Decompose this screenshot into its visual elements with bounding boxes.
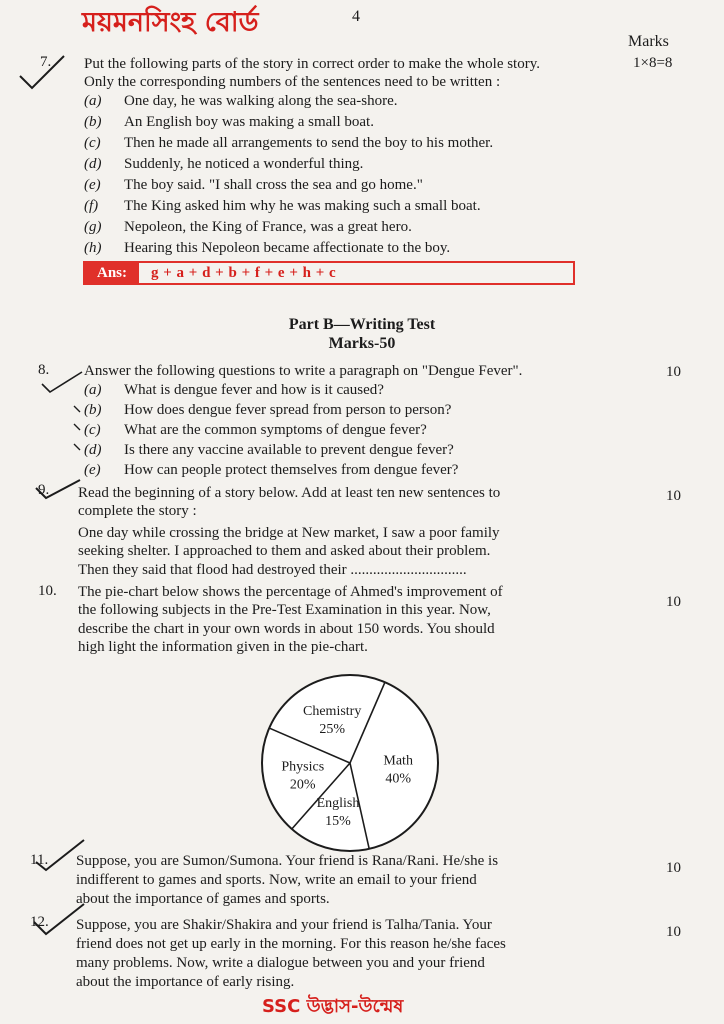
q7-item-b: (b) An English boy was making a small boat. [84,114,374,130]
part-b-marks: Marks-50 [328,335,396,352]
pie-value-physics: 20% [289,777,316,793]
q10-line3: describe the chart in your own words in about 150 words. You should [78,621,495,637]
q10-marks: 10 [666,594,681,610]
answer-value: g + a + d + b + f + e + h + c [151,265,337,281]
check-mark-icon [12,52,72,92]
q12-line3: many problems. Now, write a dialogue between you and your friend [76,955,485,971]
pie-label-math: Math [383,753,413,769]
q8-text: Answer the following questions to write a paragraph on "Dengue Fever". [84,363,523,379]
q10-number: 10. [38,583,57,599]
q8-item-e: (e) How can people protect themselves from dengue fever? [84,462,459,478]
q8-item-a: (a) What is dengue fever and how is it caused? [84,382,384,398]
marks-heading: Marks [628,33,669,50]
pie-label-chemistry: Chemistry [303,703,362,719]
q7-text-line1: Put the following parts of the story in correct order to make the whole story. [84,56,540,72]
check-mark-icon [44,398,84,468]
q12-marks: 10 [666,924,681,940]
part-b-title: Part B—Writing Test [288,316,436,333]
q9-story-line2: seeking shelter. I approached to them and asked about their problem. [78,543,491,559]
answer-box [83,261,575,285]
q10-line2: the following subjects in the Pre-Test Examination in this year. Now, [78,602,491,618]
q7-item-c: (c) Then he made all arrangements to send the boy to his mother. [84,135,494,151]
q12-line2: friend does not get up early in the morning. For this reason he/she faces [76,936,506,952]
q8-marks: 10 [666,364,681,380]
q8-number: 8. [38,362,50,378]
q7-item-e: (e) The boy said. "I shall cross the sea and go home." [84,177,423,193]
board-title: ময়মনসিংহ বোর্ড [82,7,259,38]
q11-line1: Suppose, you are Sumon/Sumona. Your friend is Rana/Rani. He/she is [76,853,499,869]
page-number: 4 [352,8,360,25]
q11-marks: 10 [666,860,681,876]
q7-number: 7. [40,54,52,70]
pie-label-physics: Physics [281,759,325,775]
check-mark-icon [38,362,88,402]
q7-item-g: (g) Nepoleon, the King of France, was a great hero. [84,219,412,235]
q9-marks: 10 [666,488,681,504]
q7-item-h: (h) Hearing this Nepoleon became affectionate to the boy. [84,240,451,256]
q11-number: 11. [30,852,49,868]
q12-line1: Suppose, you are Shakir/Shakira and your friend is Talha/Tania. Your [76,917,492,933]
q9-line2: complete the story : [78,503,197,519]
answer-label: Ans: [85,263,139,283]
q12-number: 12. [30,914,49,930]
q8-item-d: (d) Is there any vaccine available to prevent dengue fever? [84,442,454,458]
footer-brand: SSC উদ্ভাস-উন্মেষ [262,996,404,1017]
q12-line4: about the importance of early rising. [76,974,295,990]
q7-text-line2: Only the corresponding numbers of the sentences need to be written : [84,74,501,90]
q9-story-line1: One day while crossing the bridge at New market, I saw a poor family [78,525,500,541]
pie-value-english: 15% [325,813,351,829]
q10-line4: high light the information given in the pie-chart. [78,639,368,655]
q8-item-b: (b) How does dengue fever spread from person to person? [84,402,452,418]
q11-line2: indifferent to games and sports. Now, write an email to your friend [76,872,477,888]
subject-improvement-pie-chart [250,668,450,858]
q9-line1: Read the beginning of a story below. Add at least ten new sentences to [78,485,501,501]
q9-story-line3: Then they said that flood had destroyed their ............................... [78,562,467,578]
q7-marks: 1×8=8 [633,55,673,71]
q7-item-d: (d) Suddenly, he noticed a wonderful thing. [84,156,364,172]
q9-number: 9. [38,482,50,498]
q10-line1: The pie-chart below shows the percentage of Ahmed's improvement of [78,584,503,600]
q7-item-f: (f) The King asked him why he was making such a small boat. [84,198,481,214]
pie-value-chemistry: 25% [319,721,346,737]
q7-item-a: (a) One day, he was walking along the sea-shore. [84,93,398,109]
pie-value-math: 40% [385,771,412,787]
q11-line3: about the importance of games and sports. [76,891,330,907]
q8-item-c: (c) What are the common symptoms of dengue fever? [84,422,427,438]
pie-label-english: English [316,795,360,811]
